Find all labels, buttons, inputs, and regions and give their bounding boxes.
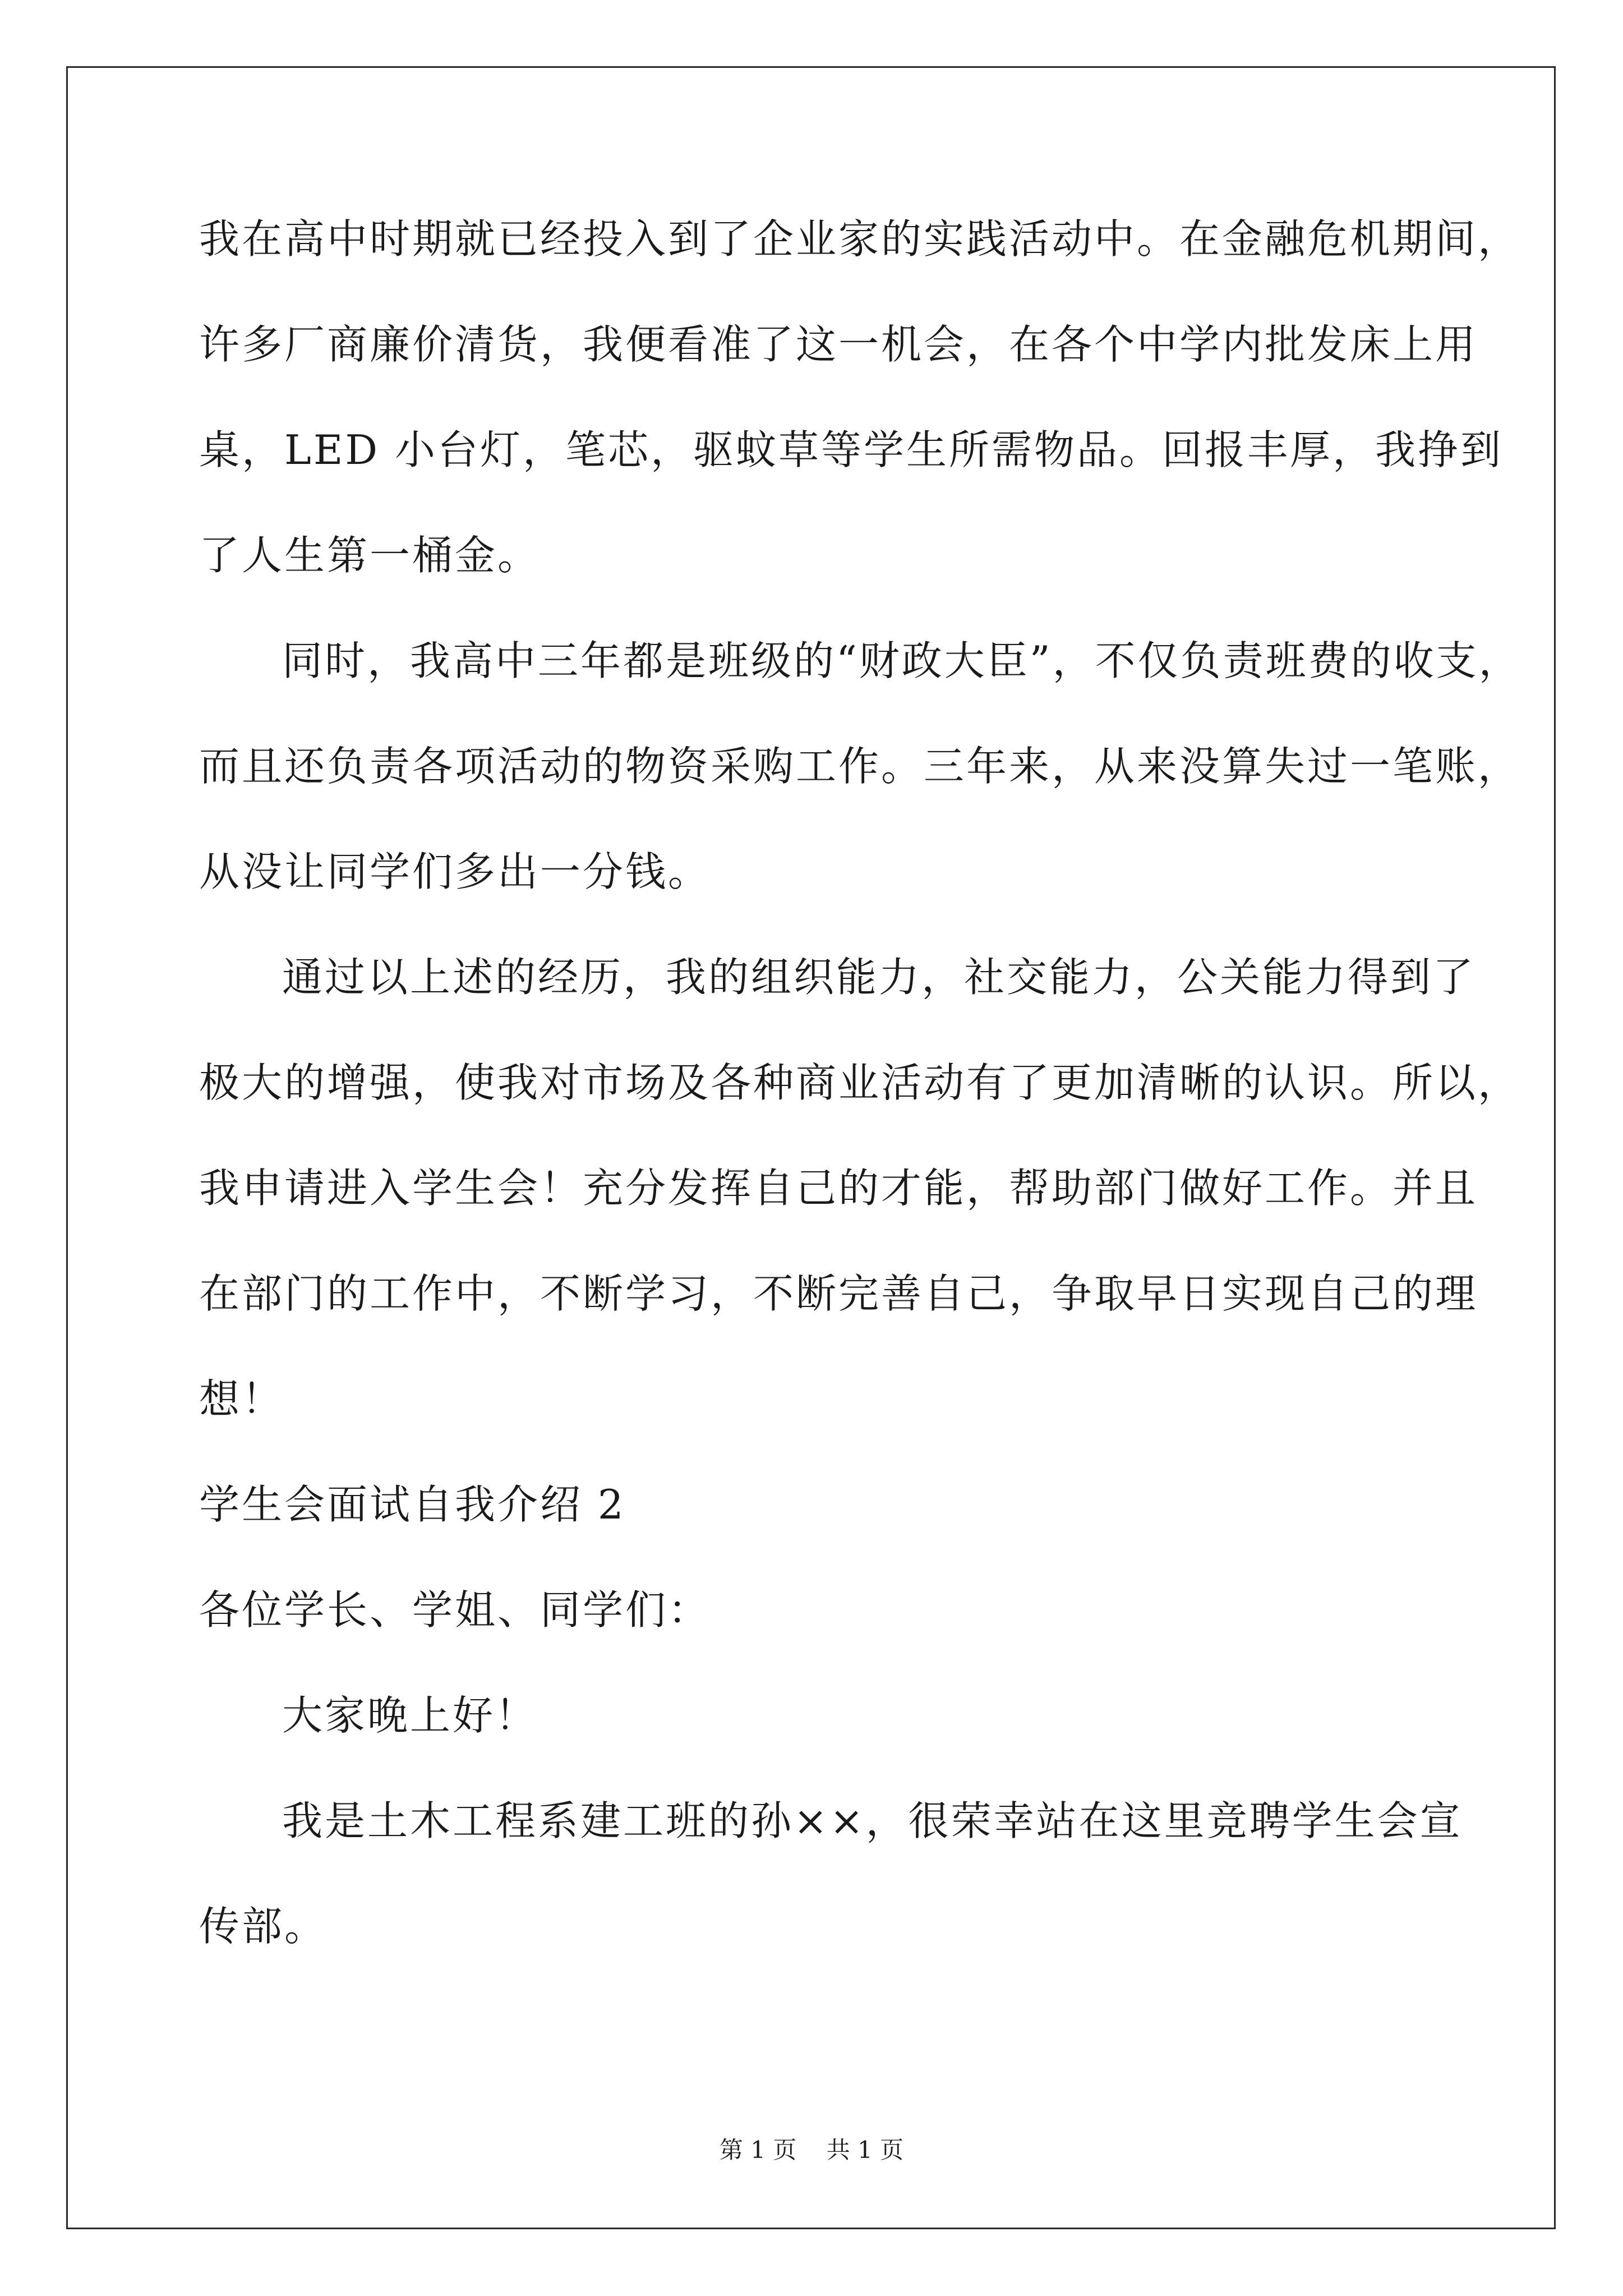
paragraph-3-line-2: 极大的增强，使我对市场及各种商业活动有了更加清晰的认识。所以， xyxy=(199,1059,1521,1106)
intro-line-1: 我是土木工程系建工班的孙××，很荣幸站在这里竞聘学生会宣 xyxy=(282,1797,1463,1844)
intro-line-2: 传部。 xyxy=(199,1903,328,1950)
paragraph-1-line-2: 许多厂商廉价清货，我便看准了这一机会，在各个中学内批发床上用 xyxy=(199,321,1478,368)
paragraph-2-line-1: 同时，我高中三年都是班级的“财政大臣”，不仅负责班费的收支， xyxy=(282,637,1521,684)
salutation: 各位学长、学姐、同学们： xyxy=(199,1586,711,1634)
greeting: 大家晚上好！ xyxy=(282,1692,538,1739)
paragraph-3-line-1: 通过以上述的经历，我的组织能力，社交能力，公关能力得到了 xyxy=(282,954,1476,1001)
paragraph-2-line-3: 从没让同学们多出一分钱。 xyxy=(199,848,711,895)
paragraph-1-line-1: 我在高中时期就已经投入到了企业家的实践活动中。在金融危机期间， xyxy=(199,215,1521,263)
paragraph-1-line-3: 桌，LED 小台灯，笔芯，驱蚊草等学生所需物品。回报丰厚，我挣到 xyxy=(199,426,1503,473)
paragraph-3-line-4: 在部门的工作中，不断学习，不断完善自己，争取早日实现自己的理 xyxy=(199,1270,1478,1317)
page-number: 第 1 页 共 1 页 xyxy=(719,2136,904,2164)
paragraph-1-line-4: 了人生第一桶金。 xyxy=(199,532,541,579)
paragraph-3-line-5: 想！ xyxy=(199,1375,285,1423)
section-title: 学生会面试自我介绍 2 xyxy=(199,1481,626,1528)
paragraph-3-line-3: 我申请进入学生会！充分发挥自己的才能，帮助部门做好工作。并且 xyxy=(199,1165,1478,1212)
paragraph-2-line-2: 而且还负责各项活动的物资采购工作。三年来，从来没算失过一笔账， xyxy=(199,743,1521,790)
